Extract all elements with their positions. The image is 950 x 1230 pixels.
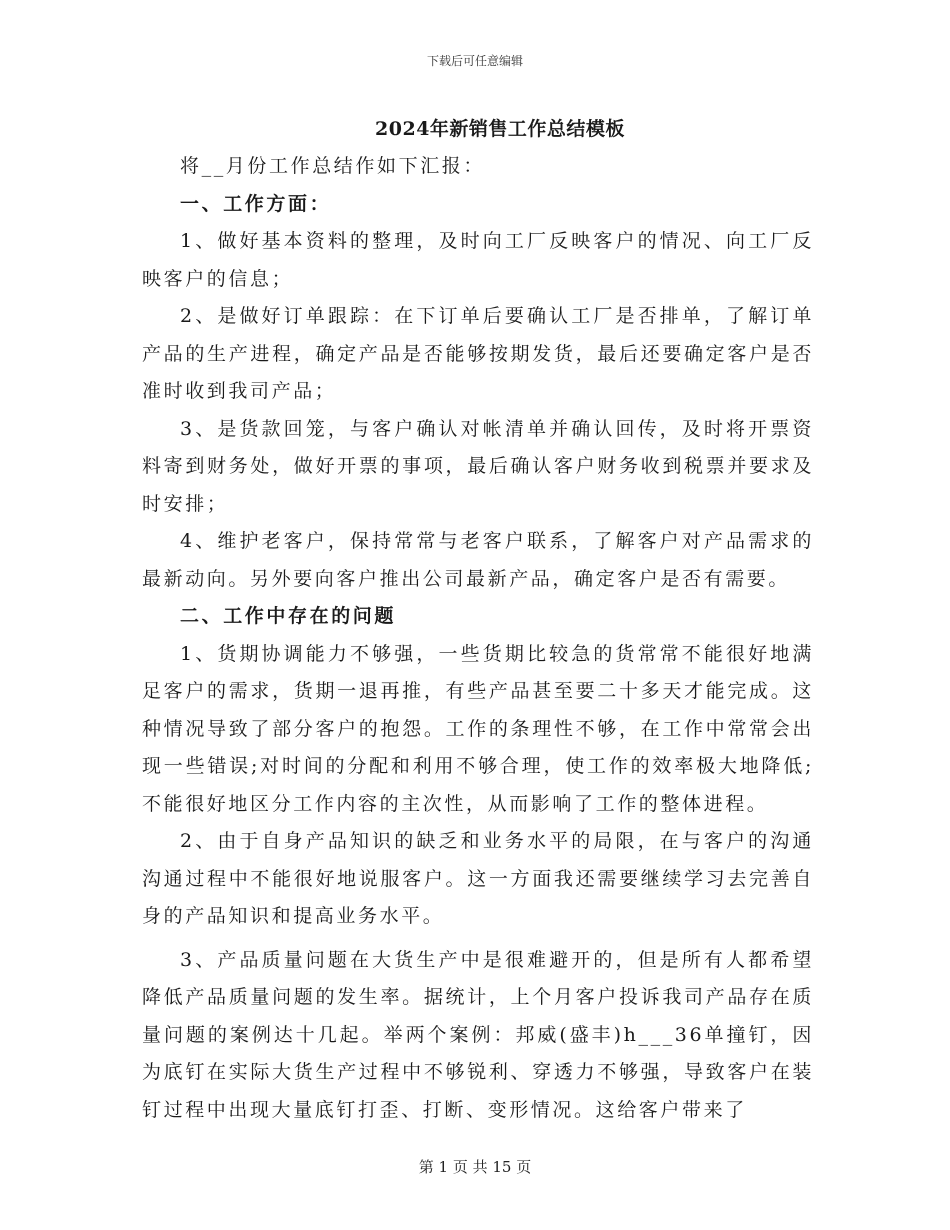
work-item-1: 1、做好基本资料的整理，及时向工厂反映客户的情况、向工厂反映客户的信息； — [142, 230, 814, 290]
problem-item-2: 2、由于自身产品知识的缺乏和业务水平的局限，在与客户的沟通沟通过程中不能很好地说服客户。这一方面我还需要继续学习去完善自身的产品知识和提高业务水平。 — [142, 830, 814, 927]
page-number: 第 1 页 共 15 页 — [418, 1158, 532, 1176]
section-heading-problems: 二、工作中存在的问题 — [180, 605, 397, 627]
work-item-3: 3、是货款回笼，与客户确认对帐清单并确认回传，及时将开票资料寄到财务处，做好开票的事项，最后确认客户财务收到税票并要求及时安排； — [142, 417, 814, 515]
document-title: 2024年新销售工作总结模板 — [375, 118, 625, 140]
problem-item-1: 1、货期协调能力不够强，一些货期比较急的货常常不能很好地满足客户的需求，货期一退再推，有些产品甚至要二十多天才能完成。这种情况导致了部分客户的抱怨。工作的条理性不够，在工作中常常会出现一些错误;对时间的分配和利用不够合理，使工作的效率极大地降低;不能很好地区分工作内容的主次性，从而影响了工作的整体进程。 — [142, 642, 814, 815]
work-item-2: 2、是做好订单跟踪：在下订单后要确认工厂是否排单，了解订单产品的生产进程，确定产品是否能够按期发货，最后还要确定客户是否准时收到我司产品； — [142, 305, 814, 402]
document-body — [142, 148, 814, 1129]
intro-paragraph: 将__月份工作总结作如下汇报： — [180, 155, 486, 177]
header-note: 下载后可任意编辑 — [426, 54, 523, 68]
problem-item-3: 3、产品质量问题在大货生产中是很难避开的，但是所有人都希望降低产品质量问题的发生率。据统计，上个月客户投诉我司产品存在质量问题的案例达十几起。举两个案例：邦威(盛丰)h___36单撞钉，因为底钉在实际大货生产过程中不够锐利、穿透力不够强，导致客户在装钉过程中出现大量底钉打歪、打断、变形情况。这给客户带来了 — [142, 948, 814, 1121]
work-item-4: 4、维护老客户，保持常常与老客户联系，了解客户对产品需求的最新动向。另外要向客户推出公司最新产品，确定客户是否有需要。 — [142, 530, 814, 590]
section-heading-work: 一、工作方面： — [180, 192, 332, 215]
